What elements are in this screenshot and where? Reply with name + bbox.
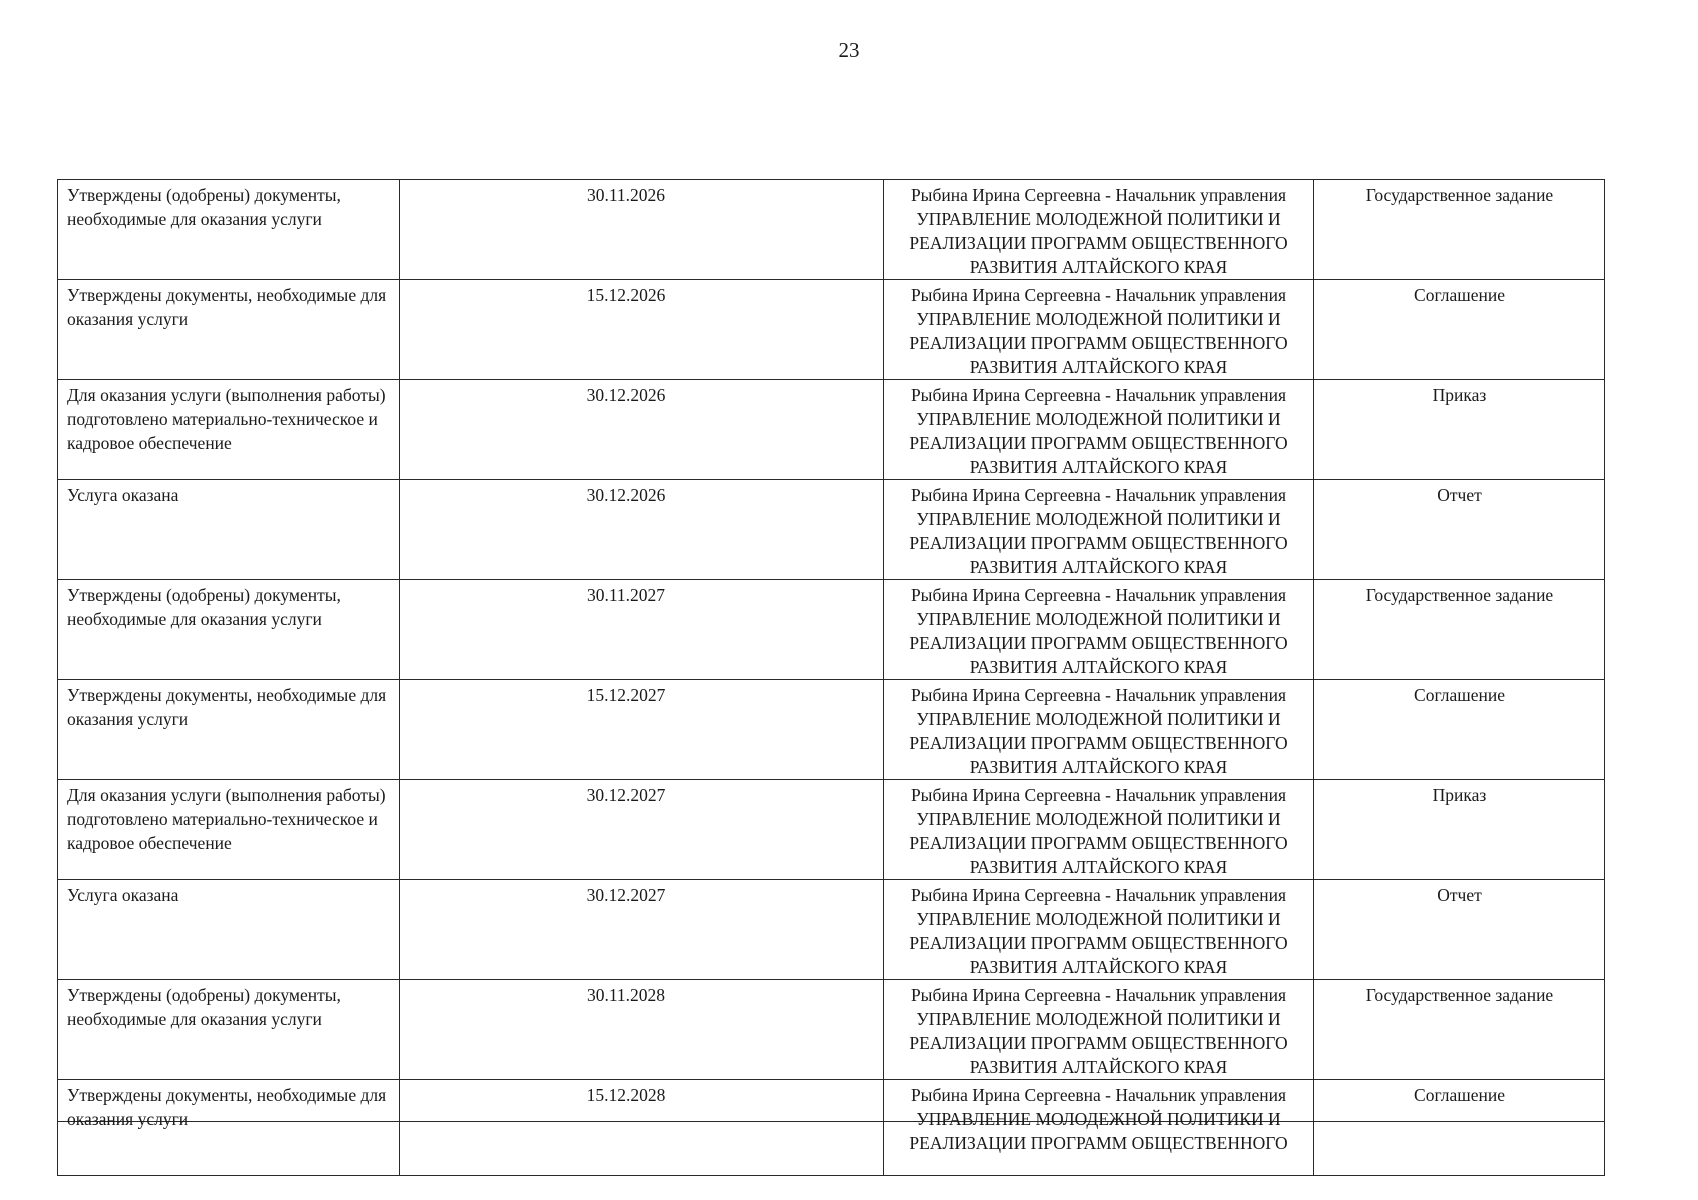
date-cell: 30.11.2026: [400, 180, 884, 280]
responsible-cell: [884, 880, 1314, 980]
table-row: [58, 180, 1605, 280]
document-cell: Соглашение: [1314, 680, 1605, 780]
responsible-cell: [884, 980, 1314, 1080]
document-cell: Соглашение: [1314, 280, 1605, 380]
responsible-text: Рыбина Ирина Сергеевна - Начальник управления УПРАВЛЕНИЕ МОЛОДЕЖНОЙ ПОЛИТИКИ И РЕАЛИЗАЦИИ ПРОГРАММ ОБЩЕСТВЕННОГО: [909, 1085, 1288, 1153]
date-cell: 30.12.2027: [400, 780, 884, 880]
responsible-text: Рыбина Ирина Сергеевна - Начальник управления УПРАВЛЕНИЕ МОЛОДЕЖНОЙ ПОЛИТИКИ И РЕАЛИЗАЦИИ ПРОГРАММ ОБЩЕСТВЕННОГО РАЗВИТИЯ АЛТАЙСКОГО КРАЯ: [909, 685, 1288, 777]
date-cell: 15.12.2027: [400, 680, 884, 780]
responsible-cell: [884, 380, 1314, 480]
table-row: [58, 380, 1605, 480]
table-row: [58, 280, 1605, 380]
document-cell: Приказ: [1314, 380, 1605, 480]
responsible-text: Рыбина Ирина Сергеевна - Начальник управления УПРАВЛЕНИЕ МОЛОДЕЖНОЙ ПОЛИТИКИ И РЕАЛИЗАЦИИ ПРОГРАММ ОБЩЕСТВЕННОГО РАЗВИТИЯ АЛТАЙСКОГО КРАЯ: [909, 985, 1288, 1077]
event-cell: Утверждены (одобрены) документы, необходимые для оказания услуги: [58, 580, 400, 680]
responsible-text: Рыбина Ирина Сергеевна - Начальник управления УПРАВЛЕНИЕ МОЛОДЕЖНОЙ ПОЛИТИКИ И РЕАЛИЗАЦИИ ПРОГРАММ ОБЩЕСТВЕННОГО РАЗВИТИЯ АЛТАЙСКОГО КРАЯ: [909, 585, 1288, 677]
event-cell: Для оказания услуги (выполнения работы) подготовлено материально-техническое и кадровое обеспечение: [58, 380, 400, 480]
responsible-cell: [884, 680, 1314, 780]
document-cell: Государственное задание: [1314, 180, 1605, 280]
responsible-cell: [884, 1080, 1314, 1176]
date-cell: 30.12.2026: [400, 380, 884, 480]
table-row: [58, 780, 1605, 880]
table-row: [58, 680, 1605, 780]
event-cell: Утверждены документы, необходимые для оказания услуги: [58, 280, 400, 380]
table-row: [58, 980, 1605, 1080]
date-cell: 30.12.2026: [400, 480, 884, 580]
event-cell: Утверждены (одобрены) документы, необходимые для оказания услуги: [58, 180, 400, 280]
responsible-text: Рыбина Ирина Сергеевна - Начальник управления УПРАВЛЕНИЕ МОЛОДЕЖНОЙ ПОЛИТИКИ И РЕАЛИЗАЦИИ ПРОГРАММ ОБЩЕСТВЕННОГО РАЗВИТИЯ АЛТАЙСКОГО КРАЯ: [909, 785, 1288, 877]
date-cell: 15.12.2028: [400, 1080, 884, 1176]
responsible-text: Рыбина Ирина Сергеевна - Начальник управления УПРАВЛЕНИЕ МОЛОДЕЖНОЙ ПОЛИТИКИ И РЕАЛИЗАЦИИ ПРОГРАММ ОБЩЕСТВЕННОГО РАЗВИТИЯ АЛТАЙСКОГО КРАЯ: [909, 285, 1288, 377]
event-cell: Утверждены (одобрены) документы, необходимые для оказания услуги: [58, 980, 400, 1080]
document-cell: Соглашение: [1314, 1080, 1605, 1176]
event-cell: Для оказания услуги (выполнения работы) подготовлено материально-техническое и кадровое обеспечение: [58, 780, 400, 880]
document-cell: Приказ: [1314, 780, 1605, 880]
table-row: [58, 480, 1605, 580]
responsible-cell: [884, 580, 1314, 680]
date-cell: 15.12.2026: [400, 280, 884, 380]
event-cell: Утверждены документы, необходимые для оказания услуги: [58, 680, 400, 780]
event-cell: Услуга оказана: [58, 880, 400, 980]
date-cell: 30.11.2027: [400, 580, 884, 680]
schedule-table: [57, 179, 1605, 1176]
responsible-text: Рыбина Ирина Сергеевна - Начальник управления УПРАВЛЕНИЕ МОЛОДЕЖНОЙ ПОЛИТИКИ И РЕАЛИЗАЦИИ ПРОГРАММ ОБЩЕСТВЕННОГО РАЗВИТИЯ АЛТАЙСКОГО КРАЯ: [909, 385, 1288, 477]
table-row: [58, 580, 1605, 680]
responsible-text: Рыбина Ирина Сергеевна - Начальник управления УПРАВЛЕНИЕ МОЛОДЕЖНОЙ ПОЛИТИКИ И РЕАЛИЗАЦИИ ПРОГРАММ ОБЩЕСТВЕННОГО РАЗВИТИЯ АЛТАЙСКОГО КРАЯ: [909, 185, 1288, 277]
date-cell: 30.11.2028: [400, 980, 884, 1080]
responsible-text: Рыбина Ирина Сергеевна - Начальник управления УПРАВЛЕНИЕ МОЛОДЕЖНОЙ ПОЛИТИКИ И РЕАЛИЗАЦИИ ПРОГРАММ ОБЩЕСТВЕННОГО РАЗВИТИЯ АЛТАЙСКОГО КРАЯ: [909, 485, 1288, 577]
document-cell: Отчет: [1314, 480, 1605, 580]
responsible-cell: [884, 780, 1314, 880]
table-row: [58, 1080, 1605, 1176]
document-cell: Отчет: [1314, 880, 1605, 980]
document-cell: Государственное задание: [1314, 580, 1605, 680]
schedule-table-container: [57, 179, 1604, 1153]
page-number: 23: [838, 38, 860, 62]
table-row: [58, 880, 1605, 980]
date-cell: 30.12.2027: [400, 880, 884, 980]
responsible-cell: [884, 180, 1314, 280]
document-cell: Государственное задание: [1314, 980, 1605, 1080]
event-cell: Услуга оказана: [58, 480, 400, 580]
responsible-cell: [884, 280, 1314, 380]
responsible-cell: [884, 480, 1314, 580]
event-cell: Утверждены документы, необходимые для оказания услуги: [58, 1080, 400, 1176]
responsible-text: Рыбина Ирина Сергеевна - Начальник управления УПРАВЛЕНИЕ МОЛОДЕЖНОЙ ПОЛИТИКИ И РЕАЛИЗАЦИИ ПРОГРАММ ОБЩЕСТВЕННОГО РАЗВИТИЯ АЛТАЙСКОГО КРАЯ: [909, 885, 1288, 977]
